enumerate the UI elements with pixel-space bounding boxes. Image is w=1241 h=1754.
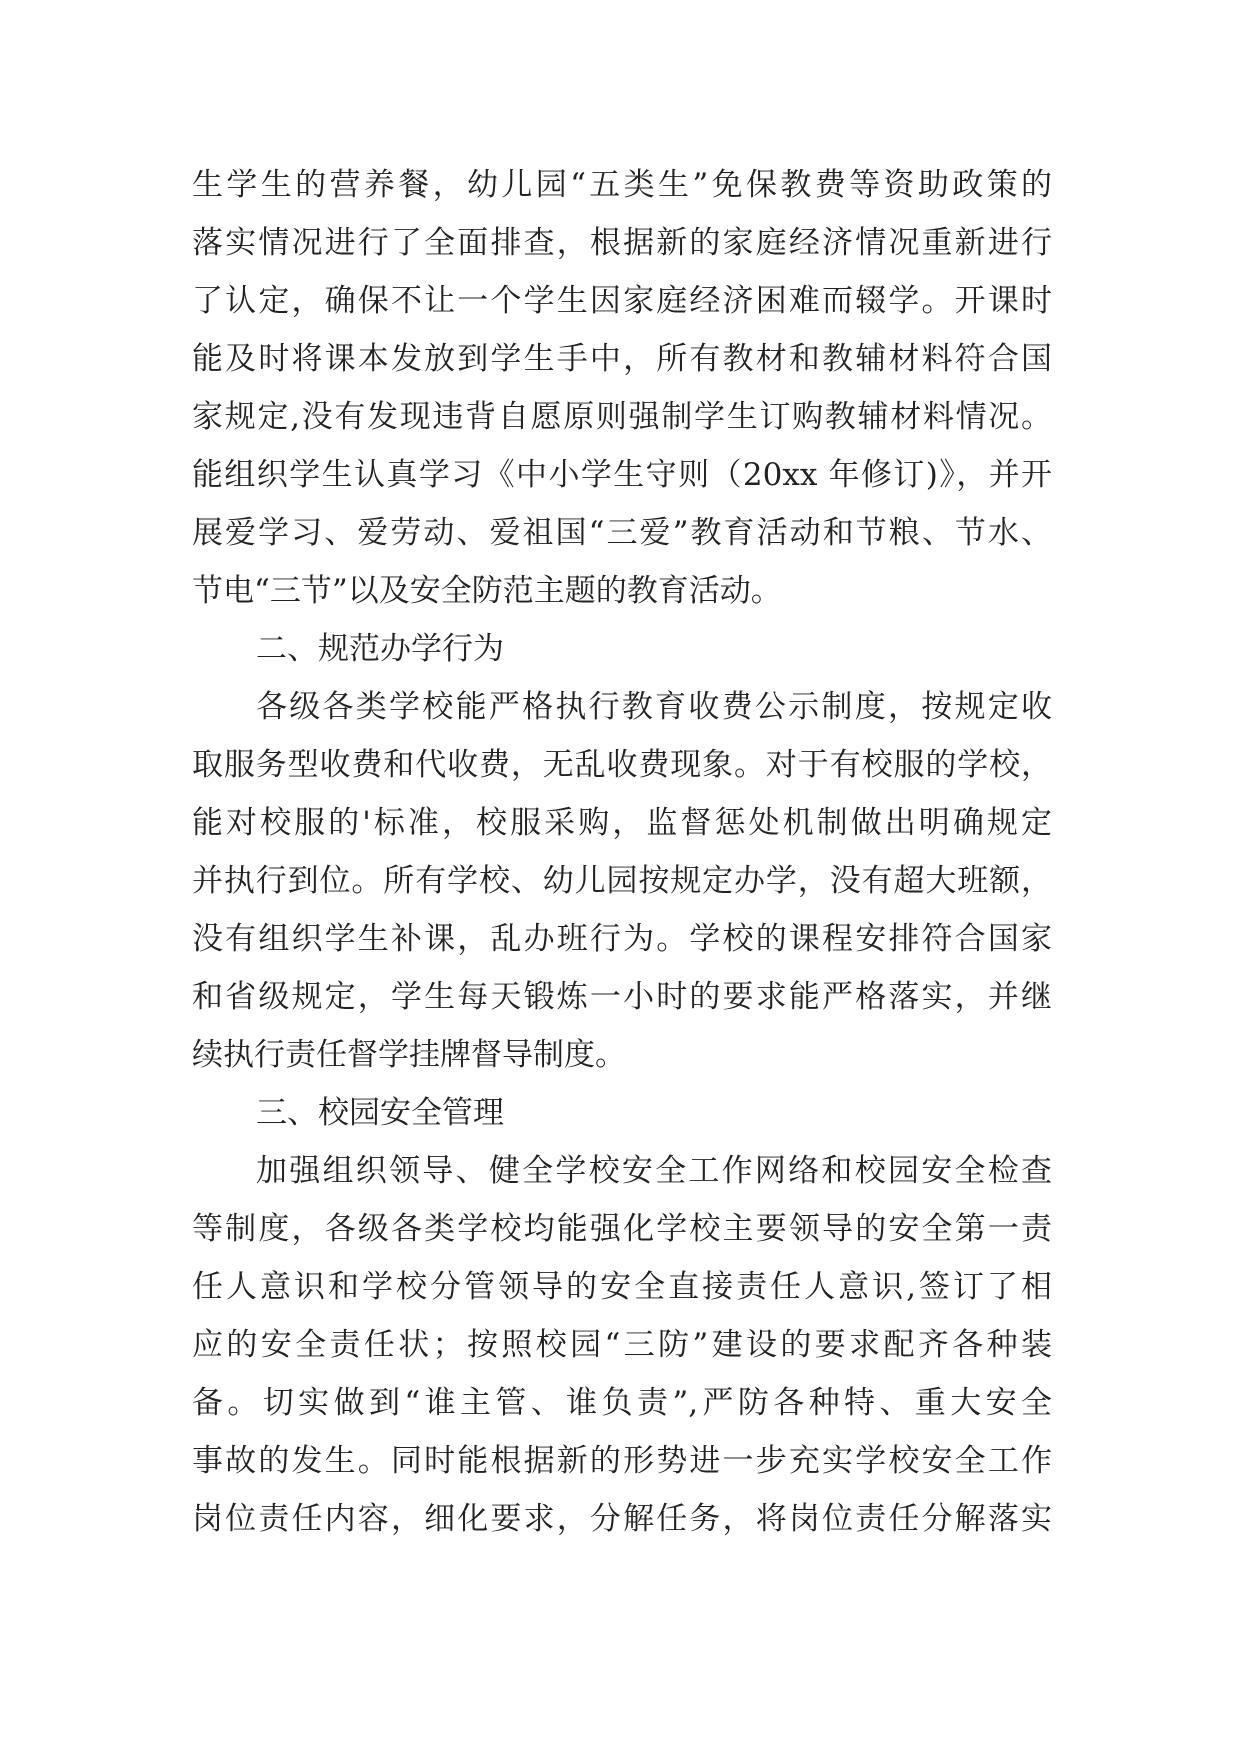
paragraph-line: 备。切实做到“谁主管、谁负责”,严防各种特、重大安全 xyxy=(192,1385,1052,1421)
document-body xyxy=(192,156,1052,1548)
paragraph-line: 取服务型收费和代收费，无乱收费现象。对于有校服的学校， xyxy=(192,747,1052,783)
paragraph-line: 并执行到位。所有学校、幼儿园按规定办学，没有超大班额， xyxy=(192,863,1052,899)
paragraph-line: 续执行责任督学挂牌督导制度。 xyxy=(192,1037,626,1073)
paragraph-line: 了认定，确保不让一个学生因家庭经济困难而辍学。开课时 xyxy=(192,283,1052,319)
section-heading: 三、校园安全管理 xyxy=(256,1095,504,1131)
paragraph-line: 和省级规定，学生每天锻炼一小时的要求能严格落实，并继 xyxy=(192,979,1052,1015)
paragraph-line: 能对校服的'标准，校服采购，监督惩处机制做出明确规定 xyxy=(192,805,1052,841)
paragraph-line: 能组织学生认真学习《中小学生守则（20xx 年修订)》，并开 xyxy=(192,457,1052,493)
paragraph-line: 等制度，各级各类学校均能强化学校主要领导的安全第一责 xyxy=(192,1211,1052,1247)
paragraph-line: 事故的发生。同时能根据新的形势进一步充实学校安全工作 xyxy=(192,1443,1052,1479)
paragraph-line: 落实情况进行了全面排查，根据新的家庭经济情况重新进行 xyxy=(192,225,1052,261)
paragraph-line: 展爱学习、爱劳动、爱祖国“三爱”教育活动和节粮、节水、 xyxy=(192,515,1052,551)
paragraph-line: 家规定,没有发现违背自愿原则强制学生订购教辅材料情况。 xyxy=(192,399,1052,435)
paragraph-line: 能及时将课本发放到学生手中，所有教材和教辅材料符合国 xyxy=(192,341,1052,377)
section-heading: 二、规范办学行为 xyxy=(256,631,504,667)
paragraph-line: 应的安全责任状；按照校园“三防”建设的要求配齐各种装 xyxy=(192,1327,1052,1363)
paragraph-line: 各级各类学校能严格执行教育收费公示制度，按规定收 xyxy=(256,689,1052,725)
paragraph-line: 节电“三节”以及安全防范主题的教育活动。 xyxy=(192,573,782,609)
paragraph-line: 加强组织领导、健全学校安全工作网络和校园安全检查 xyxy=(256,1153,1052,1189)
paragraph-line: 生学生的营养餐，幼儿园“五类生”免保教费等资助政策的 xyxy=(192,167,1052,203)
paragraph-line: 没有组织学生补课，乱办班行为。学校的课程安排符合国家 xyxy=(192,921,1052,957)
paragraph-line: 岗位责任内容，细化要求，分解任务，将岗位责任分解落实 xyxy=(192,1501,1052,1537)
paragraph-line: 任人意识和学校分管领导的安全直接责任人意识,签订了相 xyxy=(192,1269,1052,1305)
